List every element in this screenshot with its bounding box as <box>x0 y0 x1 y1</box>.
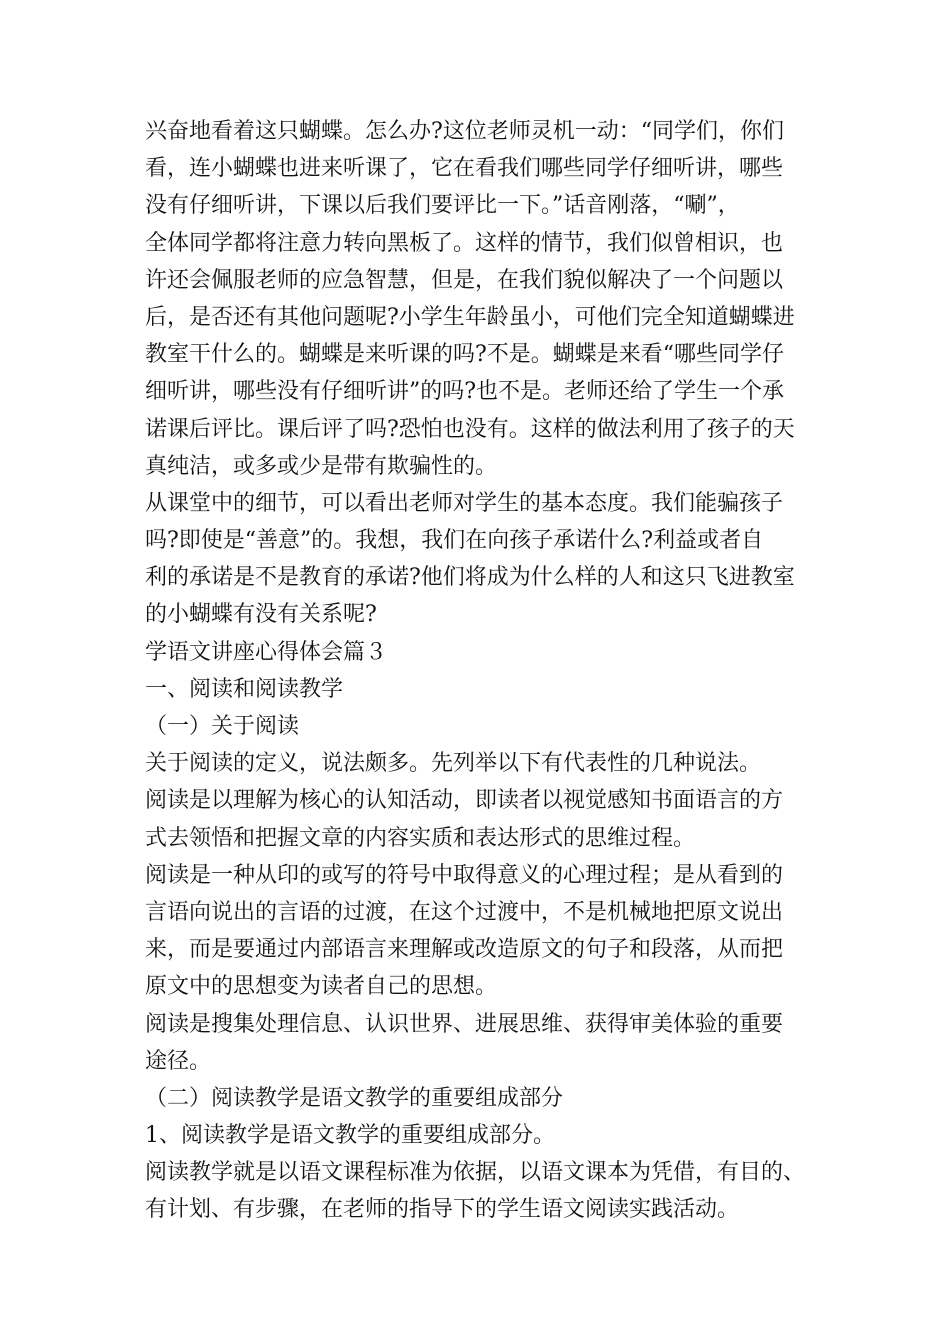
subsection-heading: 一、阅读和阅读教学 <box>145 676 344 702</box>
text-line: 1、阅读教学是语文教学的重要组成部分。 <box>145 1123 555 1149</box>
text-line: 后，是否还有其他问题呢?小学生年龄虽小，可他们完全知道蝴蝶进 <box>145 304 795 330</box>
text-line: 关于阅读的定义，说法颇多。先列举以下有代表性的几种说法。 <box>145 751 762 777</box>
text-line: 许还会佩服老师的应急智慧，但是，在我们貌似解决了一个问题以 <box>145 267 784 293</box>
text-line: 的小蝴蝶有没有关系呢? <box>145 602 377 628</box>
section-heading: 学语文讲座心得体会篇３ <box>145 639 388 665</box>
text-line: 阅读教学就是以语文课程标准为依据，以语文课本为凭借，有目的、 <box>145 1160 806 1186</box>
text-line: 途径。 <box>145 1048 212 1074</box>
text-line: 兴奋地看着这只蝴蝶。怎么办?这位老师灵机一动：“同学们，你们 <box>145 119 785 144</box>
text-line: 从课堂中的细节，可以看出老师对学生的基本态度。我们能骗孩子 <box>145 490 784 516</box>
document-body <box>145 113 825 1229</box>
text-line: 阅读是搜集处理信息、认识世界、进展思维、获得审美体验的重要 <box>145 1011 784 1037</box>
text-line: 利的承诺是不是教育的承诺?他们将成为什么样的人和这只飞进教室 <box>145 565 795 591</box>
text-line: 式去领悟和把握文章的内容实质和表达形式的思维过程。 <box>145 825 696 851</box>
text-line: 教室干什么的。蝴蝶是来听课的吗?不是。蝴蝶是来看“哪些同学仔 <box>145 342 785 368</box>
subsection-heading: （二）阅读教学是语文教学的重要组成部分 <box>145 1085 564 1111</box>
text-line: 有计划、有步骤，在老师的指导下的学生语文阅读实践活动。 <box>145 1197 740 1223</box>
text-line: 阅读是一种从印的或写的符号中取得意义的心理过程；是从看到的 <box>145 862 784 888</box>
text-line: 阅读是以理解为核心的认知活动，即读者以视觉感知书面语言的方 <box>145 788 784 814</box>
text-line: 全体同学都将注意力转向黑板了。这样的情节，我们似曾相识，也 <box>145 230 784 256</box>
text-line: 言语向说出的言语的过渡，在这个过渡中，不是机械地把原文说出 <box>145 899 784 925</box>
text-line: 真纯洁，或多或少是带有欺骗性的。 <box>145 453 498 479</box>
text-line: 看，连小蝴蝶也进来听课了，它在看我们哪些同学仔细听讲，哪些 <box>145 156 784 182</box>
subsection-heading: （一）关于阅读 <box>145 714 300 739</box>
text-line: 原文中的思想变为读者自己的思想。 <box>145 974 498 1000</box>
text-line: 没有仔细听讲，下课以后我们要评比一下。”话音刚落，“唰”， <box>145 193 740 219</box>
text-line: 细听讲，哪些没有仔细听讲”的吗?也不是。老师还给了学生一个承 <box>145 379 785 405</box>
text-line: 吗?即使是“善意”的。我想，我们在向孩子承诺什么?利益或者自 <box>145 528 764 554</box>
text-line: 来，而是要通过内部语言来理解或改造原文的句子和段落，从而把 <box>145 937 784 963</box>
text-line: 诺课后评比。课后评了吗?恐怕也没有。这样的做法利用了孩子的天 <box>145 416 795 442</box>
